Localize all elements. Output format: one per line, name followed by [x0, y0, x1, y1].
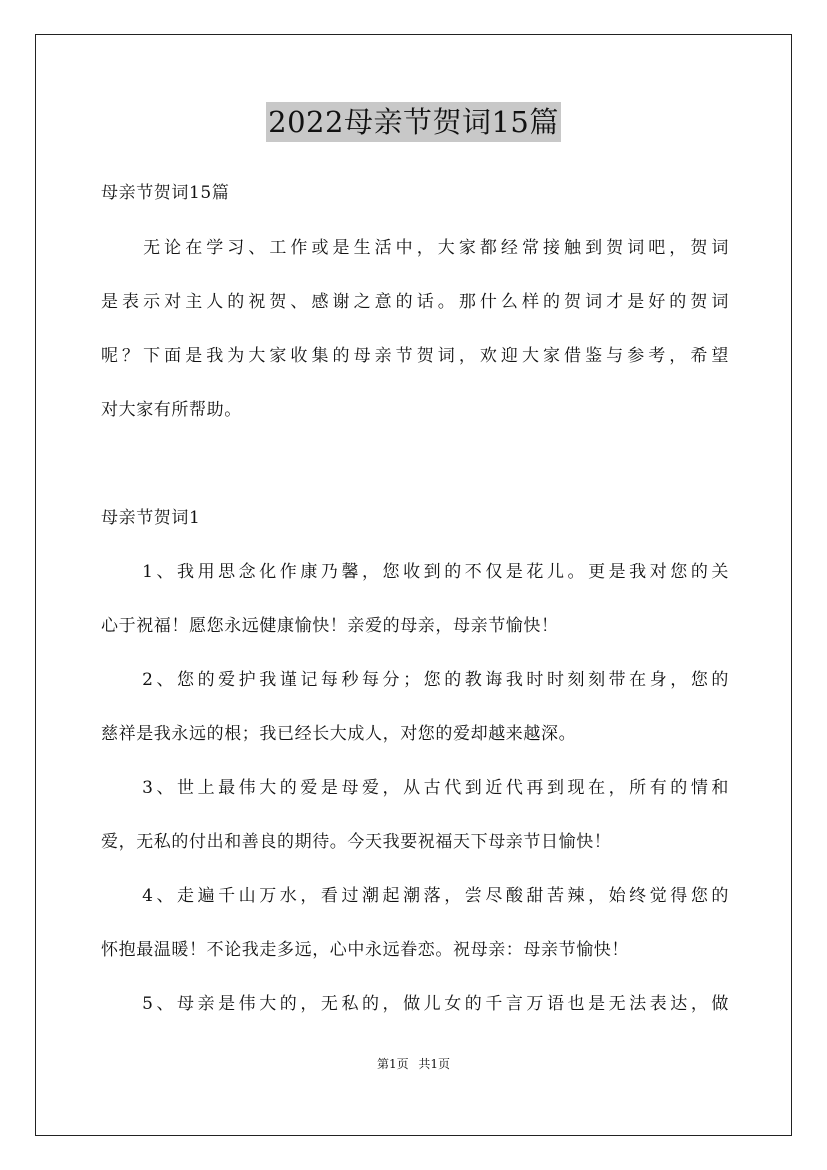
paragraph-line: 1、我用思念化作康乃馨，您收到的不仅是花儿。更是我对您的关 [101, 562, 729, 582]
paragraph-line: 呢？下面是我为大家收集的母亲节贺词，欢迎大家借鉴与参考，希望 [101, 346, 729, 366]
paragraph-line: 5、母亲是伟大的，无私的，做儿女的千言万语也是无法表达，做 [101, 994, 729, 1014]
paragraph-line: 2、您的爱护我谨记每秒每分；您的教诲我时时刻刻带在身，您的 [101, 670, 729, 690]
page-total: 共1页 [418, 1057, 451, 1071]
title-container [0, 102, 827, 142]
paragraph-line: 是表示对主人的祝贺、感谢之意的话。那什么样的贺词才是好的贺词 [101, 292, 729, 312]
paragraph-line: 慈祥是我永远的根；我已经长大成人，对您的爱却越来越深。 [101, 724, 577, 744]
paragraph-line: 4、走遍千山万水，看过潮起潮落，尝尽酸甜苦辣，始终觉得您的 [101, 886, 729, 906]
page-number: 第1页 [376, 1057, 409, 1071]
paragraph-line: 3、世上最伟大的爱是母爱，从古代到近代再到现在，所有的情和 [101, 778, 729, 798]
document-title: 2022母亲节贺词15篇 [266, 102, 561, 142]
paragraph-line: 怀抱最温暖！不论我走多远，心中永远眷恋。祝母亲：母亲节愉快！ [101, 940, 629, 960]
section-heading: 母亲节贺词1 [101, 508, 201, 528]
subtitle-line: 母亲节贺词15篇 [101, 183, 230, 203]
paragraph-line: 对大家有所帮助。 [101, 400, 242, 420]
paragraph-line: 爱，无私的付出和善良的期待。今天我要祝福天下母亲节日愉快！ [101, 832, 612, 852]
page-footer [0, 1056, 827, 1072]
paragraph-line: 无论在学习、工作或是生活中，大家都经常接触到贺词吧，贺词 [101, 238, 729, 258]
paragraph-line: 心于祝福！愿您永远健康愉快！亲爱的母亲，母亲节愉快！ [101, 616, 559, 636]
